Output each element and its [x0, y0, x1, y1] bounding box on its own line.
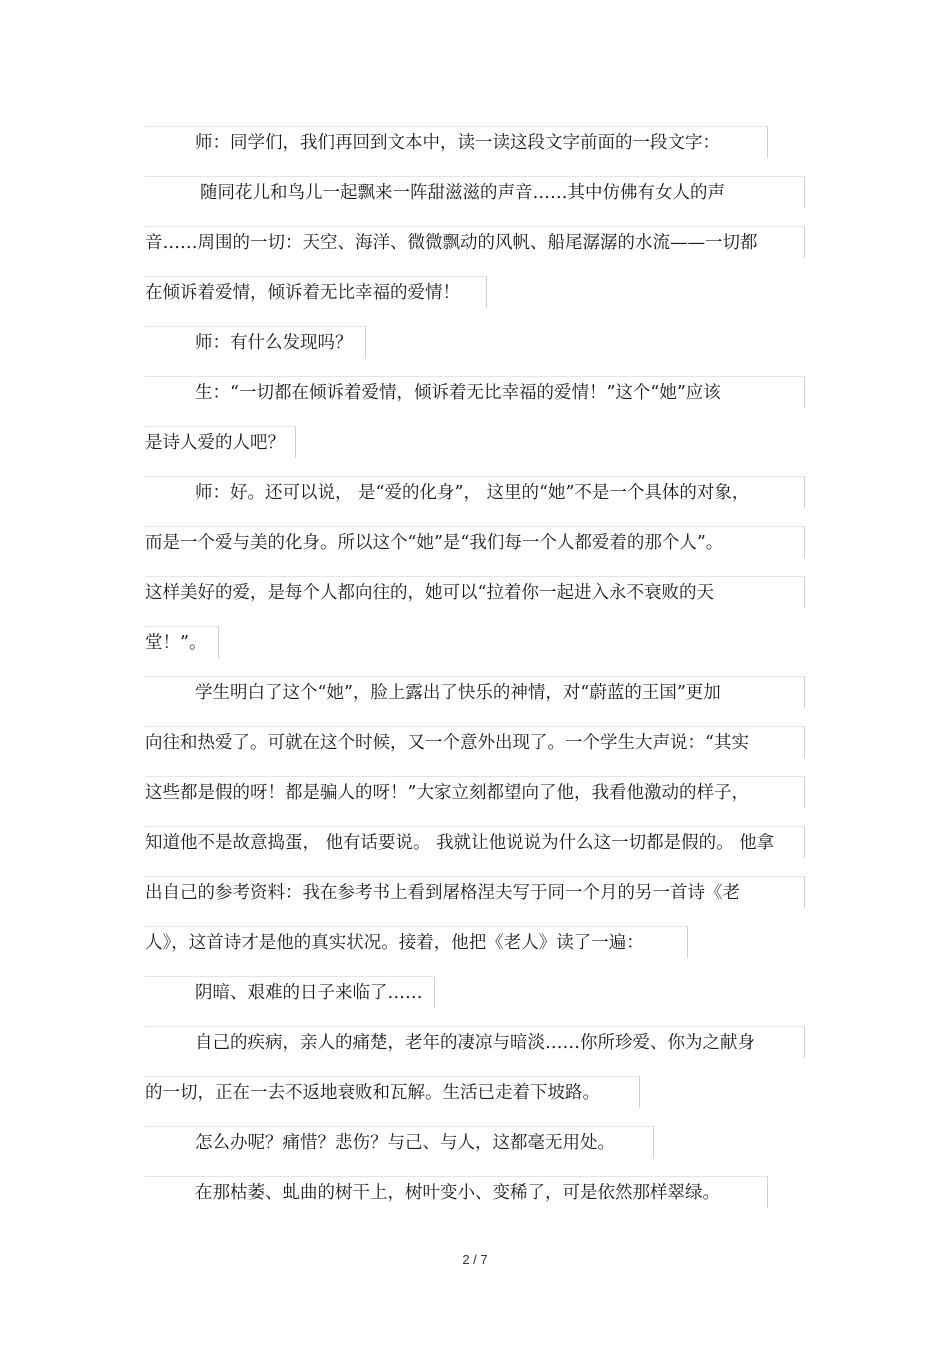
line-text: 生：“一切都在倾诉着爱情，倾诉着无比幸福的爱情！”这个“她”应该 [195, 383, 721, 403]
line-text: 的一切，正在一去不返地衰败和瓦解。生活已走着下坡路。 [145, 1083, 600, 1103]
line-text: 这些都是假的呀！都是骗人的呀！”大家立刻都望向了他，我看他激动的样子， [145, 783, 749, 803]
line-text: 阴暗、艰难的日子来临了…… [195, 983, 423, 1003]
text-line [145, 626, 219, 658]
text-line [145, 276, 487, 308]
line-text: 堂！”。 [145, 633, 207, 653]
text-line [145, 926, 688, 958]
line-text: 这样美好的爱，是每个人都向往的，她可以“拉着你一起进入永不衰败的天 [145, 583, 714, 603]
text-line [145, 1176, 768, 1208]
text-line [145, 826, 805, 858]
text-line [145, 726, 805, 758]
text-line [145, 526, 805, 558]
text-line [145, 1126, 654, 1158]
line-text: 而是一个爱与美的化身。所以这个“她”是“我们每一个人都爱着的那个人”。 [145, 533, 724, 553]
text-line [145, 1026, 805, 1058]
text-line [145, 476, 805, 508]
text-line [145, 126, 768, 158]
line-text: 在那枯萎、虬曲的树干上，树叶变小、变稀了，可是依然那样翠绿。 [195, 1183, 720, 1203]
line-text: 学生明白了这个“她”，脸上露出了快乐的神情，对“蔚蓝的王国”更加 [195, 683, 721, 703]
line-text: 在倾诉着爱情，倾诉着无比幸福的爱情！ [145, 283, 460, 303]
line-text: 音……周围的一切：天空、海洋、微微飘动的风帆、船尾潺潺的水流——一切都 [145, 233, 758, 253]
line-text: 知道他不是故意捣蛋， 他有话要说。 我就让他说说为什么这一切都是假的。 他拿 [145, 833, 775, 853]
text-line [145, 426, 296, 458]
text-line [145, 676, 805, 708]
line-text: 向往和热爱了。可就在这个时候，又一个意外出现了。一个学生大声说：“其实 [145, 733, 749, 753]
line-text: 出自己的参考资料：我在参考书上看到屠格涅夫写于同一个月的另一首诗《老 [145, 883, 740, 903]
line-text: 人》，这首诗才是他的真实状况。接着，他把《老人》读了一遍： [145, 933, 644, 953]
text-line [145, 1076, 640, 1108]
line-text: 师：同学们，我们再回到文本中，读一读这段文字前面的一段文字： [195, 133, 720, 153]
text-line [145, 376, 805, 408]
text-line [145, 576, 805, 608]
text-line [145, 326, 366, 358]
text-line [145, 776, 805, 808]
line-text: 随同花儿和鸟儿一起飘来一阵甜滋滋的声音……其中仿佛有女人的声 [200, 183, 725, 203]
line-text: 怎么办呢？痛惜？悲伤？与己、与人，这都毫无用处。 [195, 1133, 615, 1153]
line-text: 师：有什么发现吗？ [195, 333, 353, 353]
line-text: 自己的疾病，亲人的痛楚，老年的凄凉与暗淡……你所珍爱、你为之献身 [195, 1033, 755, 1053]
text-line [145, 176, 805, 208]
line-text: 是诗人爱的人吧？ [145, 433, 285, 453]
text-line [145, 876, 805, 908]
text-line [145, 226, 805, 258]
line-text: 师：好。还可以说， 是“爱的化身”， 这里的“她”不是一个具体的对象， [195, 483, 750, 503]
text-line [145, 976, 435, 1008]
page-number: 2 / 7 [462, 1252, 488, 1267]
